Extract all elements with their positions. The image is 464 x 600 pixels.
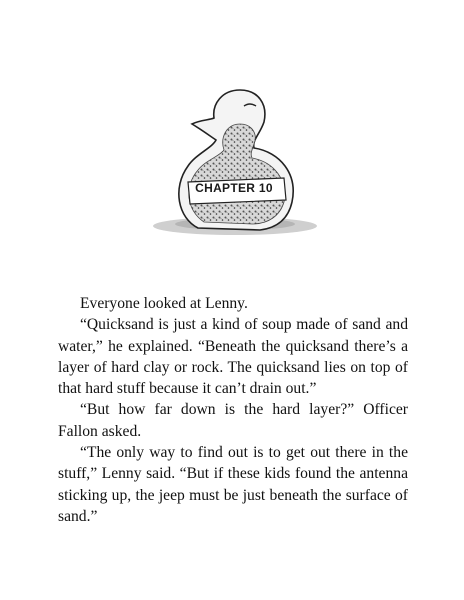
paragraph-2: “Quicksand is just a kind of soup made of sand and water,” he explained. “Beneath the quicksand there’s a layer of hard clay or rock. The quicksand lies on top of that hard stuff because it can’t drain out.” <box>58 316 408 398</box>
paragraph-4: “The only way to find out is to get out there in the stuff,” Lenny said. “But if these kids found the antenna sticking up, the jeep must be just beneath the surface of sand.” <box>58 444 408 525</box>
body-text <box>58 293 408 527</box>
duck-bottle-icon <box>140 78 330 238</box>
paragraph-3: “But how far down is the hard layer?” Officer Fallon asked. <box>58 401 408 440</box>
chapter-heading: CHAPTER 10 <box>195 181 273 195</box>
paragraph-1: Everyone looked at Lenny. <box>80 295 248 312</box>
duck-bottle-illustration <box>140 78 330 238</box>
